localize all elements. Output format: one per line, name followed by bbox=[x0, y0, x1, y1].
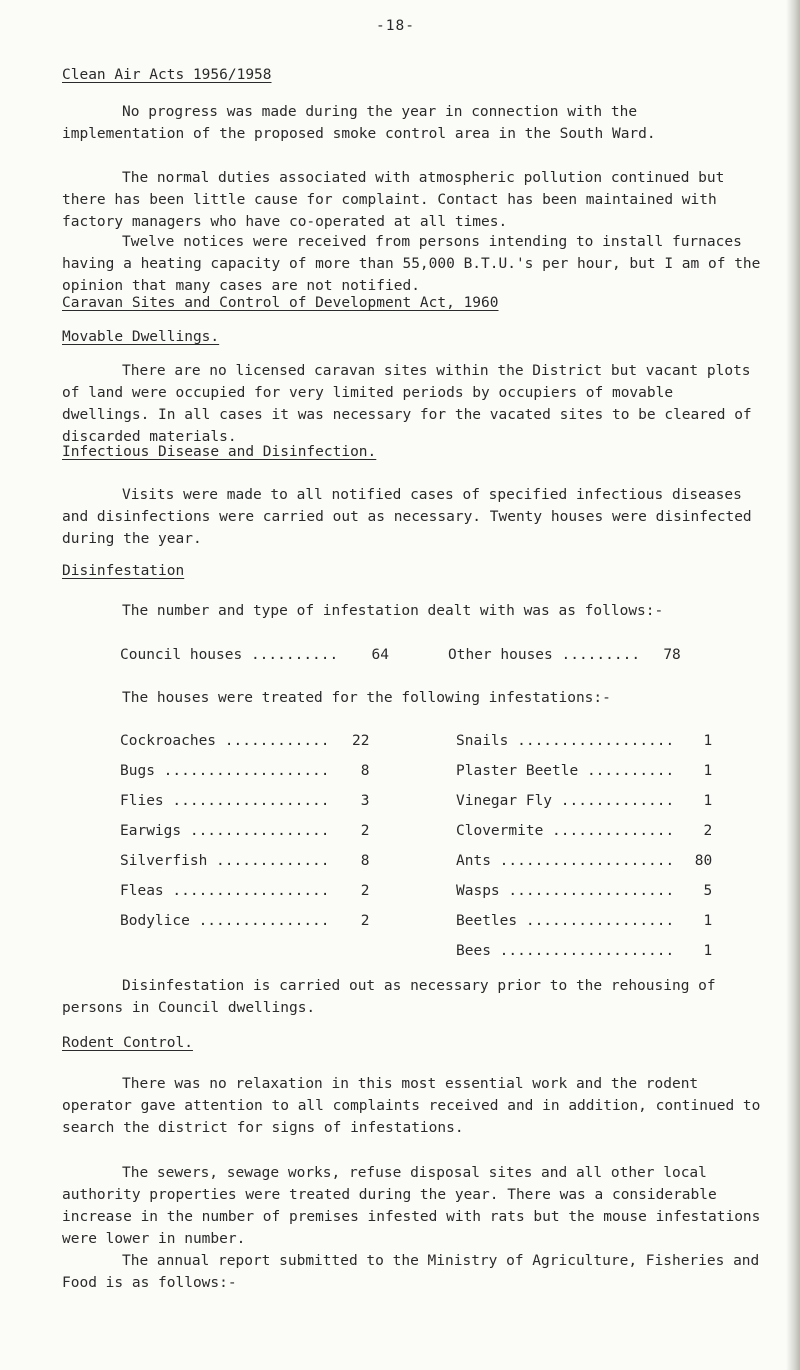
rodent-paragraph-3: The annual report submitted to the Ministry of Agriculture, Fisheries and Food is as follows:- bbox=[62, 1253, 760, 1291]
council-houses-label: Council houses .......... bbox=[120, 647, 339, 663]
list-item: Bees .................... 1 bbox=[456, 943, 713, 959]
list-item: Clovermite .............. 2 bbox=[456, 823, 713, 839]
page-edge-shadow bbox=[786, 0, 800, 1370]
list-item: Cockroaches ............ 22 bbox=[120, 733, 370, 749]
other-houses-row bbox=[448, 647, 681, 663]
list-item: Plaster Beetle .......... 1 bbox=[456, 763, 713, 779]
list-item: Flies .................. 3 bbox=[120, 793, 370, 809]
disinfestation-closing: Disinfestation is carried out as necessary prior to the rehousing of persons in Council dwellings. bbox=[62, 978, 716, 1016]
heading-clean-air: Clean Air Acts 1956/1958 bbox=[62, 67, 272, 83]
list-item: Bodylice ............... 2 bbox=[120, 913, 370, 929]
list-item: Silverfish ............. 8 bbox=[120, 853, 370, 869]
infectious-paragraph-1: Visits were made to all notified cases of specified infectious diseases and disinfections were carried out as necessary. Twenty houses were disinfected during the year. bbox=[62, 487, 752, 547]
rodent-paragraph-2: The sewers, sewage works, refuse disposal sites and all other local authority properties were treated during the year. There was a considerable increase in the number of premises infested with rats but the mouse infestations were lower in number. bbox=[62, 1165, 761, 1247]
treated-intro: The houses were treated for the following infestations:- bbox=[122, 690, 611, 706]
disinfestation-intro: The number and type of infestation dealt with was as follows:- bbox=[122, 603, 664, 619]
heading-caravan-sites: Caravan Sites and Control of Development Act, 1960 bbox=[62, 295, 499, 311]
list-item: Snails .................. 1 bbox=[456, 733, 713, 749]
clean-air-paragraph-2: The normal duties associated with atmospheric pollution continued but there has been little cause for complaint. Contact has been maintained with factory managers who have co-operated at all times. bbox=[62, 170, 725, 230]
council-houses-row bbox=[120, 647, 389, 663]
other-houses-value: 78 bbox=[663, 647, 681, 663]
rodent-paragraph-1: There was no relaxation in this most essential work and the rodent operator gave attention to all complaints received and in addition, continued to search the district for signs of infestations. bbox=[62, 1076, 761, 1136]
clean-air-paragraph-3: Twelve notices were received from persons intending to install furnaces having a heating capacity of more than 55,000 B.T.U.'s per hour, but I am of the opinion that many cases are not notified. bbox=[62, 234, 761, 294]
list-item: Vinegar Fly ............. 1 bbox=[456, 793, 713, 809]
list-item: Wasps ................... 5 bbox=[456, 883, 713, 899]
clean-air-paragraph-1: No progress was made during the year in connection with the implementation of the proposed smoke control area in the South Ward. bbox=[62, 104, 656, 142]
list-item: Bugs ................... 8 bbox=[120, 763, 370, 779]
page-number: -18- bbox=[376, 18, 415, 34]
list-item: Beetles ................. 1 bbox=[456, 913, 713, 929]
heading-disinfestation: Disinfestation bbox=[62, 563, 185, 579]
heading-infectious-disease: Infectious Disease and Disinfection. bbox=[62, 444, 377, 460]
subheading-movable-dwellings: Movable Dwellings. bbox=[62, 329, 220, 345]
list-item: Fleas .................. 2 bbox=[120, 883, 370, 899]
heading-rodent-control: Rodent Control. bbox=[62, 1035, 193, 1051]
council-houses-value: 64 bbox=[371, 647, 389, 663]
list-item: Ants .................... 80 bbox=[456, 853, 713, 869]
list-item: Earwigs ................ 2 bbox=[120, 823, 370, 839]
other-houses-label: Other houses ......... bbox=[448, 647, 641, 663]
caravan-paragraph-1: There are no licensed caravan sites within the District but vacant plots of land were occupied for very limited periods by occupiers of movable dwellings. In all cases it was necessary for the vacated sites to be cleared of discarded materials. bbox=[62, 363, 752, 445]
